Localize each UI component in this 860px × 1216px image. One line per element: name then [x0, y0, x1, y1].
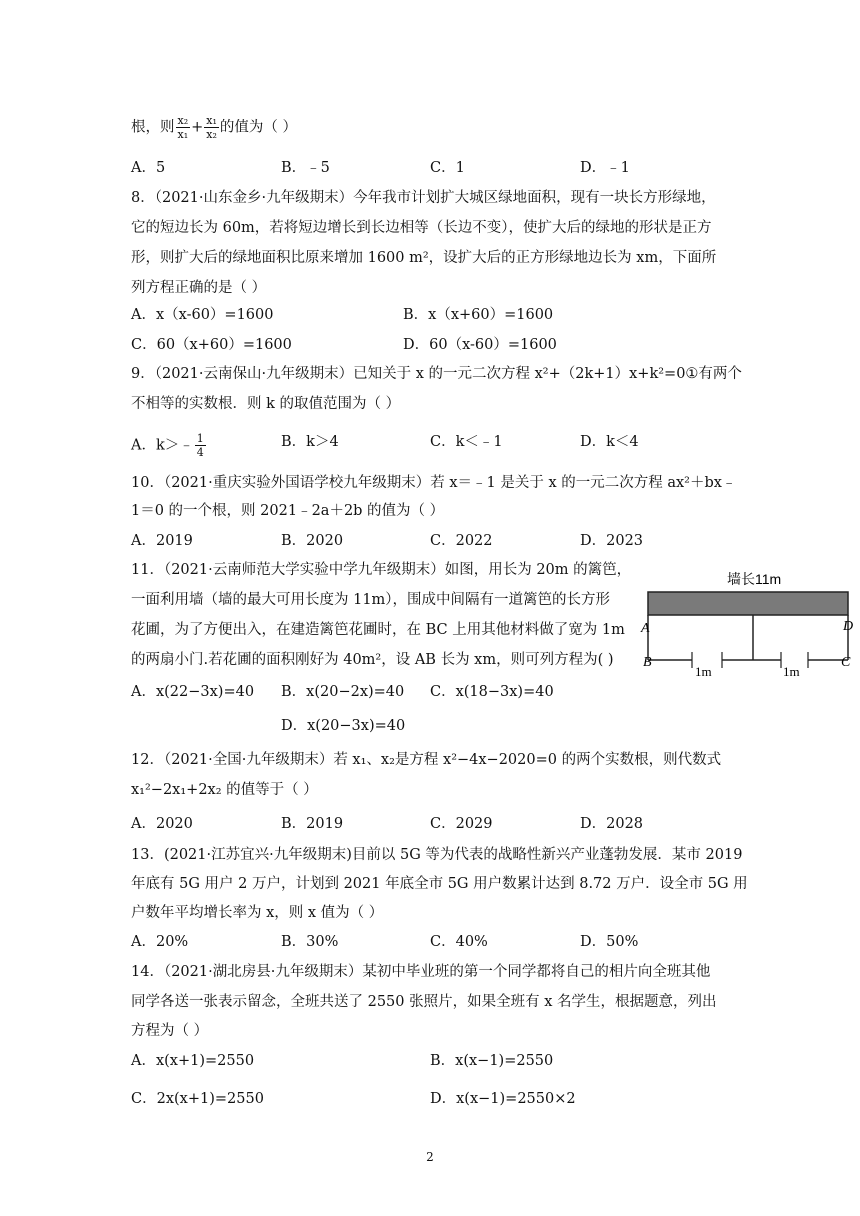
q10-option-d: D．2023 [580, 533, 644, 549]
fraction-one-quarter [195, 432, 206, 459]
q13-option-b: B．30% [281, 934, 339, 950]
q12-option-c: C．2029 [430, 816, 493, 832]
q11-line-1: 11．（2021·云南师范大学实验中学九年级期末）如图，用长为 20m 的篱笆， [131, 562, 632, 578]
q10-option-c: C．2022 [430, 533, 493, 549]
frac1-den: x₁ [177, 128, 189, 141]
q10-line-2: 1＝0 的一个根，则 2021﹣2a＋2b 的值为（ ） [131, 503, 445, 519]
q14-line-2: 同学各送一张表示留念，全班共送了 2550 张照片，如果全班有 x 名学生，根据题意，列出 [131, 994, 717, 1010]
q8-line-1: 8．（2021·山东金乡·九年级期末）今年我市计划扩大城区绿地面积，现有一块长方形绿地， [131, 190, 716, 206]
q8-option-b: B．x（x+60）=1600 [403, 307, 554, 323]
q9-line-1: 9．（2021·云南保山·九年级期末）已知关于 x 的一元二次方程 x²+（2k+1）x+k²=0①有两个 [131, 366, 742, 382]
q9-option-a-text: A．k＞﹣ [131, 437, 194, 454]
q13-line-3: 户数年平均增长率为 x，则 x 值为（ ） [131, 905, 384, 921]
fraction-x1-over-x2 [204, 114, 219, 141]
fraction-x2-over-x1 [176, 114, 191, 141]
gate1-label: 1m [695, 664, 712, 679]
page-number: 2 [426, 1150, 434, 1164]
frac1-num: x₂ [177, 114, 189, 127]
q11-line-4: 的两扇小门.若花圃的面积刚好为 40m²，设 AB 长为 xm，则可列方程为( ) [131, 652, 614, 668]
q12-line-2: x₁²−2x₁+2x₂ 的值等于（ ） [131, 782, 318, 798]
q13-option-a: A．20% [131, 934, 189, 950]
q9-option-b: B．k＞4 [281, 434, 339, 450]
q12-option-a: A．2020 [131, 816, 193, 832]
q11-line-3: 花圃，为了方便出入，在建造篱笆花圃时，在 BC 上用其他材料做了宽为 1m [131, 622, 625, 638]
wall-rect [648, 592, 848, 615]
q7-stem-tail [131, 114, 297, 141]
q10-option-b: B．2020 [281, 533, 344, 549]
q7-option-c: C．1 [430, 160, 465, 176]
q13-line-1: 13．(2021·江苏宜兴·九年级期末)目前以 5G 等为代表的战略性新兴产业蓬勃发展．某市 2019 [131, 847, 743, 863]
q10-line-1: 10．（2021·重庆实验外国语学校九年级期末）若 x＝﹣1 是关于 x 的一元二次方程 ax²＋bx﹣ [131, 475, 737, 491]
q7-option-d: D．﹣1 [580, 160, 630, 176]
q7-suffix: 的值为（ ） [219, 119, 298, 136]
q13-option-c: C．40% [430, 934, 488, 950]
frac2-den: x₂ [206, 128, 217, 141]
frac2-num: x₁ [206, 114, 217, 127]
q7-option-b: B．﹣5 [281, 160, 330, 176]
q7-prefix: 根，则 [131, 119, 175, 136]
q11-option-a: A．x(22−3x)=40 [131, 684, 255, 700]
q11-option-d: D．x(20−3x)=40 [281, 718, 406, 734]
q9-frac-num: 1 [196, 432, 204, 445]
q9-option-a [131, 432, 207, 459]
q14-option-d: D．x(x−1)=2550×2 [430, 1091, 576, 1107]
q9-frac-den: 4 [196, 446, 204, 459]
point-b-label: B [643, 655, 652, 670]
point-d-label: D [843, 619, 854, 634]
q12-option-b: B．2019 [281, 816, 344, 832]
q14-option-a: A．x(x+1)=2550 [131, 1053, 255, 1069]
q8-option-c: C．60（x+60）=1600 [131, 337, 292, 353]
point-c-label: C [841, 655, 851, 670]
q11-line-2: 一面利用墙（墙的最大可用长度为 11m），围成中间隔有一道篱笆的长方形 [131, 592, 611, 608]
plus-sign: + [191, 119, 204, 136]
q11-option-c: C．x(18−3x)=40 [430, 684, 554, 700]
q14-line-1: 14．（2021·湖北房县·九年级期末）某初中毕业班的第一个同学都将自己的相片向全班其他 [131, 964, 711, 980]
wall-label: 墙长11m [727, 571, 782, 587]
q8-option-d: D．60（x-60）=1600 [403, 337, 557, 353]
q13-line-2: 年底有 5G 用户 2 万户，计划到 2021 年底全市 5G 用户数累计达到 8.72 万户．设全市 5G 用 [131, 876, 748, 892]
q12-option-d: D．2028 [580, 816, 644, 832]
gate2-label: 1m [783, 664, 800, 679]
garden-figure [640, 566, 855, 684]
q8-line-4: 列方程正确的是（ ） [131, 280, 267, 296]
q8-line-3: 形，则扩大后的绿地面积比原来增加 1600 m²，设扩大后的正方形绿地边长为 xm，下面所 [131, 250, 717, 266]
q11-option-b: B．x(20−2x)=40 [281, 684, 405, 700]
q7-option-a: A．5 [131, 160, 166, 176]
q12-line-1: 12．（2021·全国·九年级期末）若 x₁、x₂是方程 x²−4x−2020=0 的两个实数根，则代数式 [131, 752, 722, 768]
q9-option-c: C．k＜﹣1 [430, 434, 503, 450]
q8-option-a: A．x（x-60）=1600 [131, 307, 274, 323]
q13-option-d: D．50% [580, 934, 639, 950]
q14-option-b: B．x(x−1)=2550 [430, 1053, 554, 1069]
q9-line-2: 不相等的实数根．则 k 的取值范围为（ ） [131, 396, 401, 412]
point-a-label: A [641, 621, 650, 636]
q9-option-d: D．k＜4 [580, 434, 639, 450]
q8-line-2: 它的短边长为 60m，若将短边增长到长边相等（长边不变），使扩大后的绿地的形状是正方 [131, 220, 712, 236]
q10-option-a: A．2019 [131, 533, 193, 549]
q14-option-c: C．2x(x+1)=2550 [131, 1091, 264, 1107]
q14-line-3: 方程为（ ） [131, 1023, 209, 1039]
